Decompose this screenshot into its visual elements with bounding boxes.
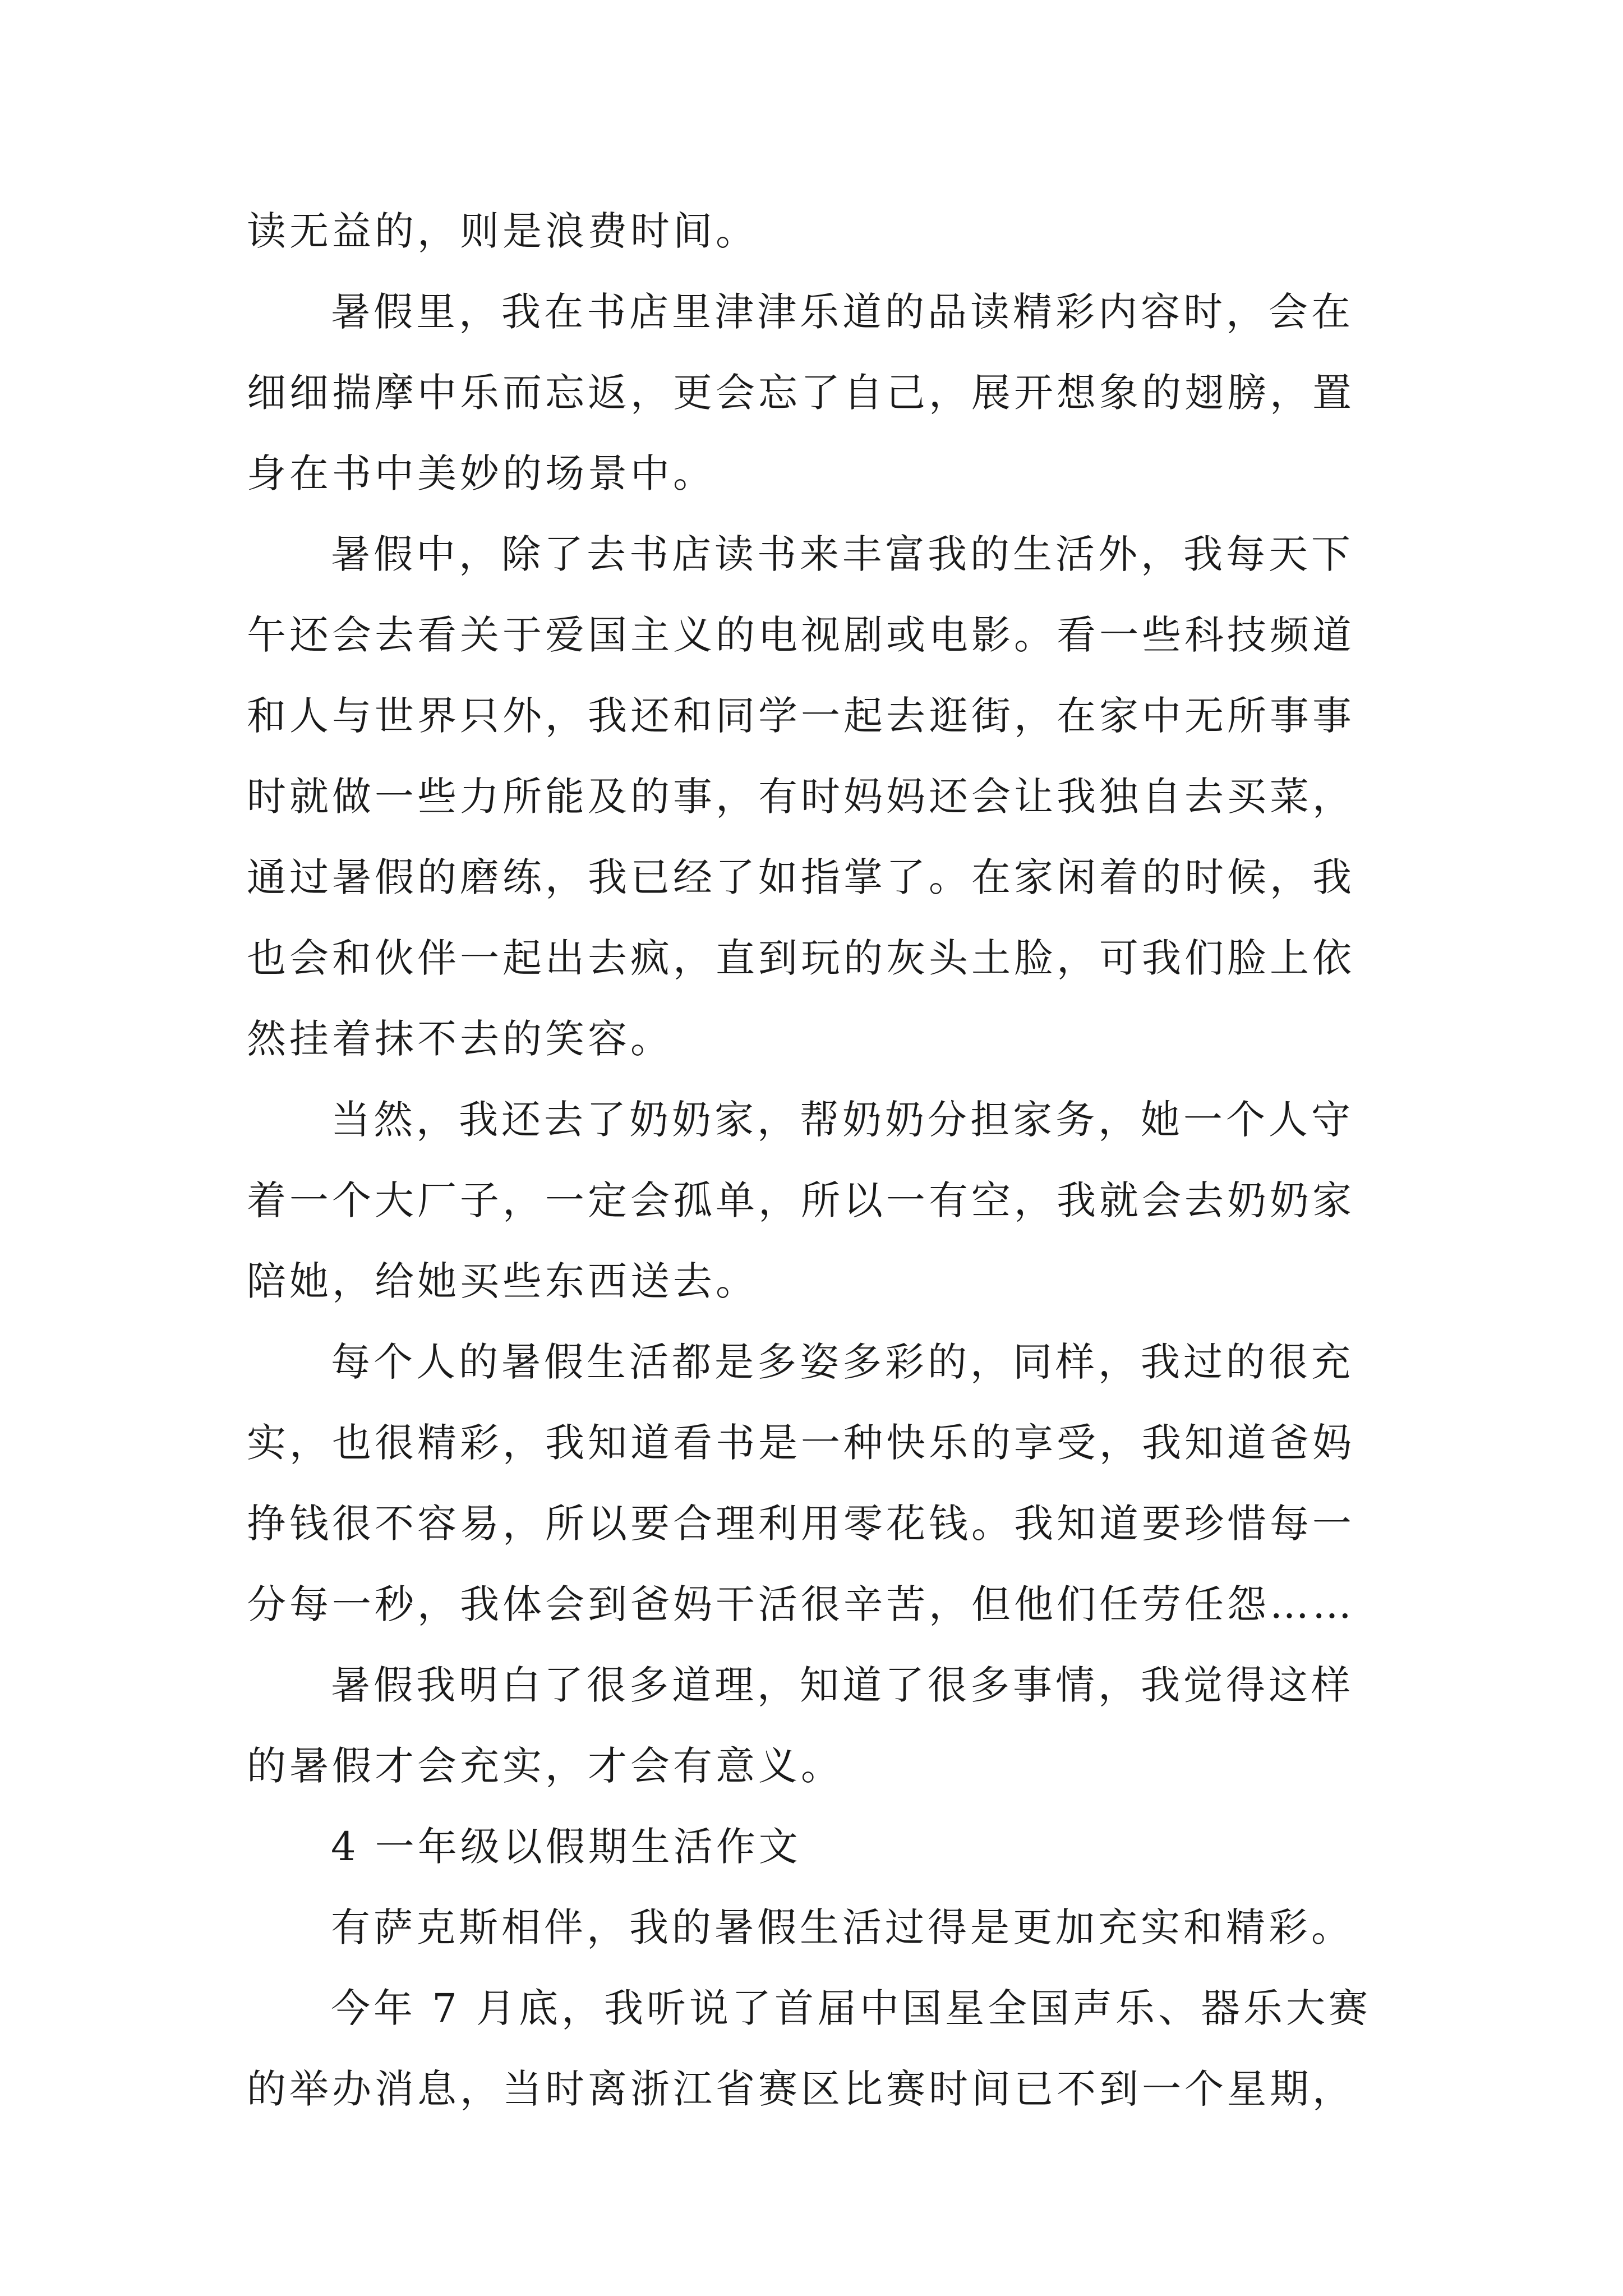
paragraph-start-line: 暑假我明白了很多道理，知道了很多事情，我觉得这样 xyxy=(331,1662,1354,1708)
document-body xyxy=(247,191,1385,2129)
text-line: 着一个大厂子，一定会孤单，所以一有空，我就会去奶奶家 xyxy=(247,1177,1355,1223)
section-heading: 4 一年级以假期生活作文 xyxy=(331,1824,801,1870)
text-line: 细细揣摩中乐而忘返，更会忘了自己，展开想象的翅膀，置 xyxy=(247,370,1355,416)
text-line: 实，也很精彩，我知道看书是一种快乐的享受，我知道爸妈 xyxy=(247,1420,1355,1466)
paragraph-start-line: 暑假中，除了去书店读书来丰富我的生活外，我每天下 xyxy=(331,531,1354,577)
text-line: 陪她，给她买些东西送去。 xyxy=(247,1258,758,1304)
text-line: 时就做一些力所能及的事，有时妈妈还会让我独自去买菜， xyxy=(247,774,1355,820)
text-line: 挣钱很不容易，所以要合理利用零花钱。我知道要珍惜每一 xyxy=(247,1501,1355,1547)
text-line: 午还会去看关于爱国主义的电视剧或电影。看一些科技频道 xyxy=(247,612,1355,658)
text-line: 分每一秒，我体会到爸妈干活很辛苦，但他们任劳任怨…… xyxy=(247,1581,1355,1627)
text-line: 通过暑假的磨练，我已经了如指掌了。在家闲着的时候，我 xyxy=(247,854,1355,900)
text-line: 也会和伙伴一起出去疯，直到玩的灰头土脸，可我们脸上依 xyxy=(247,935,1355,981)
paragraph-start-line: 每个人的暑假生活都是多姿多彩的，同样，我过的很充 xyxy=(331,1339,1354,1385)
paragraph-start-line: 暑假里，我在书店里津津乐道的品读精彩内容时，会在 xyxy=(331,289,1354,335)
paragraph-start-line: 当然，我还去了奶奶家，帮奶奶分担家务，她一个人守 xyxy=(331,1097,1354,1143)
text-line: 的暑假才会充实，才会有意义。 xyxy=(247,1743,843,1789)
text-line: 读无益的，则是浪费时间。 xyxy=(247,208,758,254)
text-line: 身在书中美妙的场景中。 xyxy=(247,450,716,496)
text-line: 然挂着抹不去的笑容。 xyxy=(247,1016,673,1062)
text-line: 的举办消息，当时离浙江省赛区比赛时间已不到一个星期， xyxy=(247,2066,1355,2112)
paragraph-start-line: 有萨克斯相伴，我的暑假生活过得是更加充实和精彩。 xyxy=(331,1904,1354,1950)
text-line: 和人与世界只外，我还和同学一起去逛街，在家中无所事事 xyxy=(247,693,1355,739)
paragraph-start-line: 今年 7 月底，我听说了首届中国星全国声乐、器乐大赛 xyxy=(331,1985,1372,2031)
